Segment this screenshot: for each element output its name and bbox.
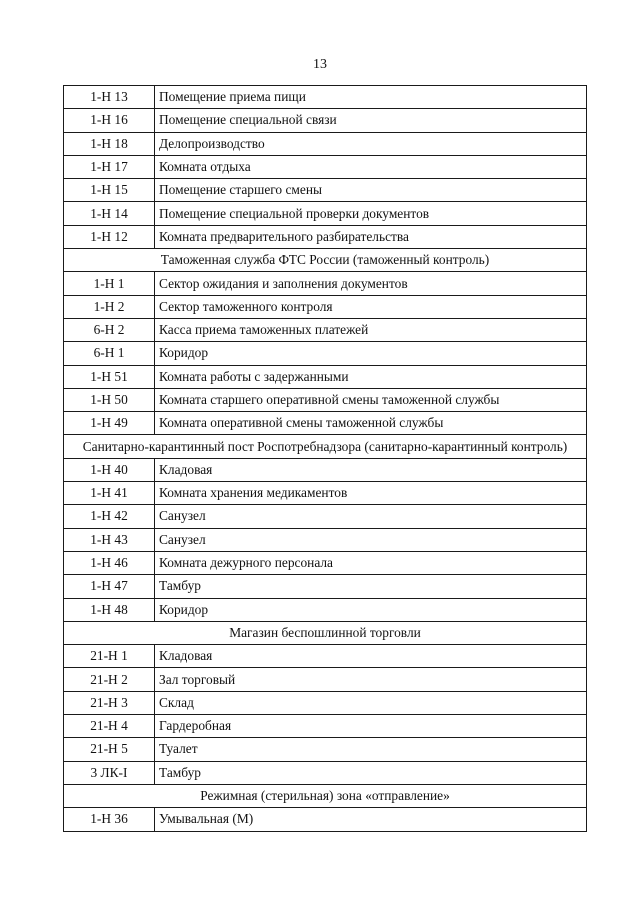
rooms-table [63, 85, 587, 832]
room-code: 1-Н 41 [64, 482, 155, 505]
room-code: 21-Н 2 [64, 668, 155, 691]
room-code: 21-Н 3 [64, 691, 155, 714]
room-name: Тамбур [155, 575, 587, 598]
table-row [64, 342, 587, 365]
room-name: Сектор ожидания и заполнения документов [155, 272, 587, 295]
room-code: 21-Н 1 [64, 645, 155, 668]
table-row [64, 155, 587, 178]
room-name: Касса приема таможенных платежей [155, 318, 587, 341]
room-code: 1-Н 43 [64, 528, 155, 551]
room-code: 3 ЛК-I [64, 761, 155, 784]
table-row [64, 691, 587, 714]
room-code: 1-Н 18 [64, 132, 155, 155]
room-code: 1-Н 51 [64, 365, 155, 388]
room-name: Склад [155, 691, 587, 714]
table-row [64, 528, 587, 551]
page-number: 13 [313, 57, 327, 72]
table-row [64, 86, 587, 109]
room-name: Комната хранения медикаментов [155, 482, 587, 505]
room-name: Туалет [155, 738, 587, 761]
room-code: 1-Н 2 [64, 295, 155, 318]
table-row [64, 272, 587, 295]
room-name: Помещение специальной проверки документов [155, 202, 587, 225]
section-header-row [64, 621, 587, 644]
room-code: 1-Н 47 [64, 575, 155, 598]
section-title: Санитарно-карантинный пост Роспотребнадзора (санитарно-карантинный контроль) [64, 435, 587, 458]
table-row [64, 295, 587, 318]
table-row [64, 412, 587, 435]
room-code: 1-Н 48 [64, 598, 155, 621]
section-title: Режимная (стерильная) зона «отправление» [64, 784, 587, 807]
room-name: Коридор [155, 598, 587, 621]
room-name: Умывальная (М) [155, 808, 587, 831]
room-code: 1-Н 14 [64, 202, 155, 225]
room-name: Комната работы с задержанными [155, 365, 587, 388]
room-code: 1-Н 46 [64, 551, 155, 574]
room-code: 1-Н 50 [64, 388, 155, 411]
room-name: Гардеробная [155, 715, 587, 738]
section-header-row [64, 784, 587, 807]
room-name: Тамбур [155, 761, 587, 784]
room-name: Комната дежурного персонала [155, 551, 587, 574]
section-header-row [64, 435, 587, 458]
room-name: Комната оперативной смены таможенной службы [155, 412, 587, 435]
table-row [64, 365, 587, 388]
table-row [64, 808, 587, 831]
table-row [64, 318, 587, 341]
room-code: 1-Н 49 [64, 412, 155, 435]
room-name: Зал торговый [155, 668, 587, 691]
room-code: 6-Н 1 [64, 342, 155, 365]
table-row [64, 505, 587, 528]
table-row [64, 388, 587, 411]
room-code: 21-Н 4 [64, 715, 155, 738]
rooms-table-body [64, 86, 587, 832]
room-name: Помещение старшего смены [155, 179, 587, 202]
room-name: Комната старшего оперативной смены таможенной службы [155, 388, 587, 411]
room-name: Помещение специальной связи [155, 109, 587, 132]
room-code: 1-Н 40 [64, 458, 155, 481]
table-row [64, 738, 587, 761]
room-name: Кладовая [155, 458, 587, 481]
table-row [64, 179, 587, 202]
section-title: Магазин беспошлинной торговли [64, 621, 587, 644]
room-code: 6-Н 2 [64, 318, 155, 341]
table-row [64, 458, 587, 481]
room-code: 1-Н 42 [64, 505, 155, 528]
room-name: Комната отдыха [155, 155, 587, 178]
room-code: 1-Н 12 [64, 225, 155, 248]
room-code: 1-Н 36 [64, 808, 155, 831]
room-code: 1-Н 17 [64, 155, 155, 178]
table-row [64, 202, 587, 225]
room-name: Кладовая [155, 645, 587, 668]
room-code: 21-Н 5 [64, 738, 155, 761]
room-name: Санузел [155, 505, 587, 528]
table-row [64, 645, 587, 668]
table-row [64, 668, 587, 691]
room-code: 1-Н 16 [64, 109, 155, 132]
section-title: Таможенная служба ФТС России (таможенный контроль) [64, 249, 587, 272]
table-row [64, 761, 587, 784]
room-name: Помещение приема пищи [155, 86, 587, 109]
table-row [64, 109, 587, 132]
room-code: 1-Н 13 [64, 86, 155, 109]
table-row [64, 482, 587, 505]
table-row [64, 715, 587, 738]
room-name: Комната предварительного разбирательства [155, 225, 587, 248]
section-header-row [64, 249, 587, 272]
table-row [64, 575, 587, 598]
room-name: Сектор таможенного контроля [155, 295, 587, 318]
room-name: Санузел [155, 528, 587, 551]
table-row [64, 598, 587, 621]
table-row [64, 225, 587, 248]
room-name: Делопроизводство [155, 132, 587, 155]
room-code: 1-Н 15 [64, 179, 155, 202]
room-code: 1-Н 1 [64, 272, 155, 295]
room-name: Коридор [155, 342, 587, 365]
table-row [64, 551, 587, 574]
table-row [64, 132, 587, 155]
